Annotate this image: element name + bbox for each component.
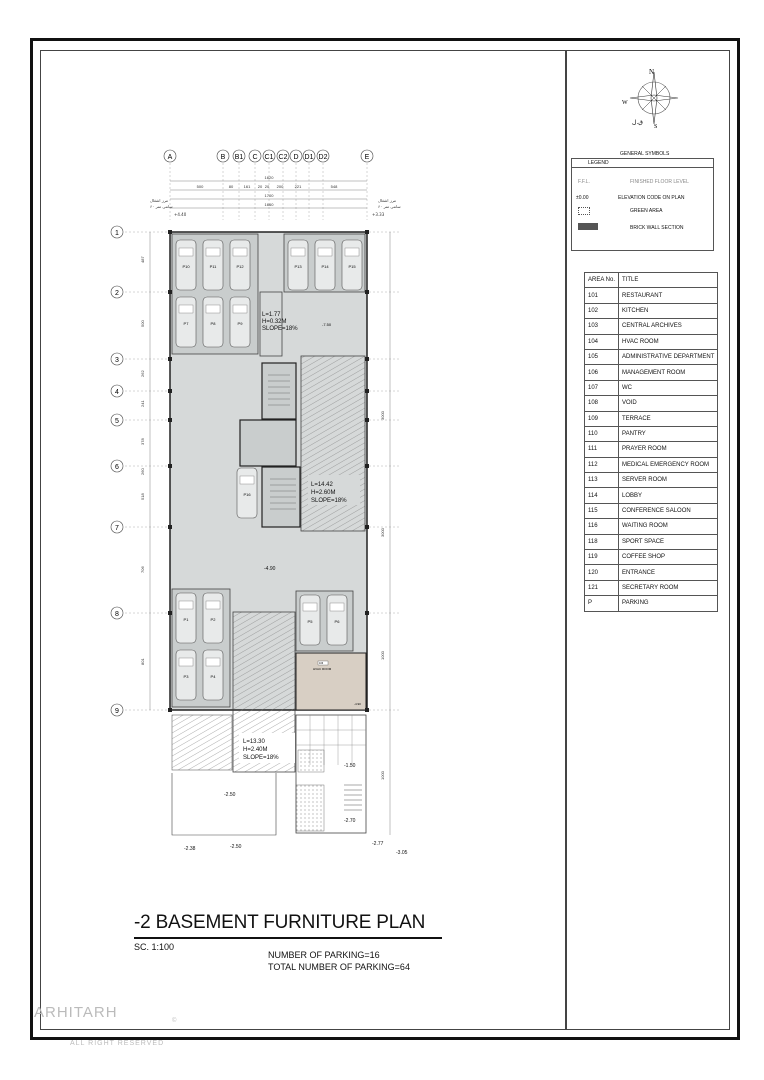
- legend-elev-label: ELEVATION CODE ON PLAN: [618, 195, 685, 201]
- grid-row-8: 8: [115, 611, 119, 618]
- area-title: KITCHEN: [619, 303, 718, 318]
- dim-right-1: 3000: [380, 411, 385, 420]
- car-windshield: [233, 305, 247, 313]
- grid-col-c1: C1: [264, 154, 274, 161]
- parking-space-label: P7: [183, 321, 189, 326]
- ramp-2-height: H=2.60M: [311, 490, 336, 496]
- legend-ffl-label: FINISHED FLOOR LEVEL: [630, 179, 689, 185]
- area-title: ADMINISTRATIVE DEPARTMENT: [619, 349, 718, 364]
- parking-space-label: P12: [236, 264, 244, 269]
- area-code: 111: [585, 442, 619, 457]
- area-title: CENTRAL ARCHIVES: [619, 319, 718, 334]
- car-windshield: [206, 305, 220, 313]
- car-windshield: [291, 248, 305, 256]
- area-title: TERRACE: [619, 411, 718, 426]
- area-title: MANAGEMENT ROOM: [619, 365, 718, 380]
- dim-total-1: 1620: [264, 175, 274, 180]
- parking-space-label: P3: [183, 674, 189, 679]
- table-row: [585, 380, 718, 395]
- note-60cm-right: ۶۰ سانتی متر: [378, 204, 401, 209]
- grid-col-c: C: [252, 154, 258, 161]
- legend-title: LEGEND: [588, 160, 609, 166]
- parking-space-label: P10: [182, 264, 190, 269]
- parking-space-label: P15: [348, 264, 356, 269]
- area-title: PANTRY: [619, 426, 718, 441]
- area-title: COFFEE SHOP: [619, 550, 718, 565]
- car-windshield: [179, 658, 193, 666]
- floor-plan: [100, 145, 420, 865]
- area-title: PRAYER ROOM: [619, 442, 718, 457]
- brick-wall-swatch: [578, 223, 598, 230]
- elev-bottom-right-1: -2.70: [344, 818, 356, 824]
- grid-col-b1: B1: [234, 154, 244, 161]
- note-occupancy-left: مرز اشغال: [150, 198, 169, 203]
- dim-left-4: 241: [140, 400, 145, 407]
- stair-core-upper: [262, 363, 296, 419]
- area-title: WAITING ROOM: [619, 519, 718, 534]
- dim-left-1: 487: [140, 256, 145, 263]
- ramp-1-length: L=1.77: [262, 312, 281, 318]
- dim-total-3: 1660: [264, 202, 274, 207]
- table-row: [585, 596, 718, 611]
- table-row: [585, 396, 718, 411]
- car-windshield: [179, 601, 193, 609]
- dim-seg-8: 548: [330, 184, 338, 189]
- hvac-room-code: 106: [319, 662, 324, 665]
- car-windshield: [303, 603, 317, 611]
- parking-space-label: P1: [183, 617, 189, 622]
- dim-seg-7: 221: [294, 184, 302, 189]
- legend-ffl-symbol: F.F.L.: [578, 179, 590, 185]
- hvac-room-name: HVAC ROOM: [313, 667, 332, 671]
- area-title: SECRETARY ROOM: [619, 580, 718, 595]
- compass-note: ق.ل: [632, 119, 643, 126]
- car-windshield: [233, 248, 247, 256]
- grid-col-d: D: [293, 154, 299, 161]
- legend-green-label: GREEN AREA: [630, 208, 663, 214]
- car-windshield: [206, 601, 220, 609]
- grid-row-3: 3: [115, 357, 119, 364]
- table-row: [585, 411, 718, 426]
- watermark-subtitle: ALL RIGHT RESERVED: [70, 1040, 165, 1047]
- grid-lines-vertical: [170, 163, 367, 220]
- header-title: TITLE: [619, 273, 718, 288]
- area-code: 121: [585, 580, 619, 595]
- ramp-1-height: H=0.32M: [262, 319, 287, 325]
- dim-left-6: 260: [140, 468, 145, 475]
- car-windshield: [206, 658, 220, 666]
- table-row: [585, 457, 718, 472]
- area-title: CONFERENCE SALOON: [619, 503, 718, 518]
- area-title: WC: [619, 380, 718, 395]
- area-code: 109: [585, 411, 619, 426]
- drawing-title: -2 BASEMENT FURNITURE PLAN: [134, 912, 426, 933]
- drawing-scale: SC. 1:100: [134, 942, 175, 952]
- dim-left-9: 801: [140, 658, 145, 665]
- dim-left-2: 500: [140, 320, 145, 327]
- grid-row-9: 9: [115, 708, 119, 715]
- area-code: 108: [585, 396, 619, 411]
- dim-seg-1: 500: [196, 184, 204, 189]
- table-row: [585, 319, 718, 334]
- ramp-1-slope: SLOPE=18%: [262, 326, 298, 332]
- title-underline: [134, 937, 442, 939]
- elev-bottom-right-3: -3.05: [396, 850, 408, 856]
- area-title: VOID: [619, 396, 718, 411]
- dim-right-2: 3000: [380, 528, 385, 537]
- area-title: RESTAURANT: [619, 288, 718, 303]
- table-row: [585, 503, 718, 518]
- table-row: [585, 426, 718, 441]
- car-windshield: [179, 305, 193, 313]
- elev-ramp-top: -7.50: [322, 322, 332, 327]
- grid-col-e: E: [364, 154, 370, 161]
- legend-elev-symbol: ±0.00: [576, 195, 589, 201]
- legend-heading: GENERAL SYMBOLS: [620, 151, 670, 157]
- area-code: 119: [585, 550, 619, 565]
- parking-space-label: P8: [210, 321, 216, 326]
- dim-right-4: 1000: [380, 771, 385, 780]
- parking-total: TOTAL NUMBER OF PARKING=64: [268, 962, 410, 972]
- ramp-2-length: L=14.42: [311, 482, 333, 488]
- area-title: ENTRANCE: [619, 565, 718, 580]
- elev-stair: -1.50: [344, 763, 356, 769]
- parking-space-label: P14: [321, 264, 329, 269]
- area-code: 102: [585, 303, 619, 318]
- dim-seg-5: 20: [264, 184, 270, 189]
- elev-nw: +4.40: [174, 212, 187, 217]
- table-row: [585, 303, 718, 318]
- parking-space-label: P6: [334, 619, 340, 624]
- grid-row-1: 1: [115, 230, 119, 237]
- grid-col-b: B: [220, 154, 226, 161]
- elev-center: -4.90: [264, 566, 276, 572]
- table-row: [585, 288, 718, 303]
- table-row: [585, 365, 718, 380]
- ramp-3-length: L=13.30: [243, 739, 265, 745]
- car-windshield: [179, 248, 193, 256]
- area-title: HVAC ROOM: [619, 334, 718, 349]
- north-arrow-icon: [620, 62, 680, 132]
- area-title: LOBBY: [619, 488, 718, 503]
- dim-left-5: 378: [140, 438, 145, 445]
- elev-bottom-left-2: -2.50: [230, 844, 242, 850]
- area-title: SPORT SPACE: [619, 534, 718, 549]
- dim-right-3: 1000: [380, 651, 385, 660]
- dim-left-3: 262: [140, 370, 145, 377]
- table-row: [585, 550, 718, 565]
- copyright-mark: ©: [172, 1018, 177, 1024]
- dim-seg-3: 161: [243, 184, 251, 189]
- car-windshield: [345, 248, 359, 256]
- compass-n: N: [649, 68, 655, 76]
- grid-row-7: 7: [115, 525, 119, 532]
- area-code: 120: [585, 565, 619, 580]
- parking-count: NUMBER OF PARKING=16: [268, 950, 380, 960]
- grid-col-a: A: [167, 154, 173, 161]
- dim-seg-4: 20: [257, 184, 263, 189]
- compass-w: W: [622, 100, 628, 106]
- elev-bottom-right-2: -2.77: [372, 841, 384, 847]
- area-code: 104: [585, 334, 619, 349]
- table-row: [585, 349, 718, 364]
- grid-row-4: 4: [115, 389, 119, 396]
- parking-space-label: P16: [243, 492, 251, 497]
- area-code: 113: [585, 473, 619, 488]
- grid-row-2: 2: [115, 290, 119, 297]
- compass-s: S: [654, 124, 658, 130]
- table-row: [585, 473, 718, 488]
- header-code: AREA No.: [585, 273, 619, 288]
- parking-space-label: P5: [307, 619, 313, 624]
- car-windshield: [240, 476, 254, 484]
- elev-front: -2.50: [224, 792, 236, 798]
- note-60cm-left: ۶۰ سانتی متر: [150, 204, 173, 209]
- parking-space-label: P9: [237, 321, 243, 326]
- note-occupancy-right: مرز اشغال: [378, 198, 397, 203]
- parking-space-label: P13: [294, 264, 302, 269]
- area-code: 105: [585, 349, 619, 364]
- ramp-3-slope: SLOPE=18%: [243, 755, 279, 761]
- area-table: [584, 272, 718, 612]
- table-row: [585, 442, 718, 457]
- area-code: 116: [585, 519, 619, 534]
- table-row: [585, 334, 718, 349]
- dim-seg-2: 80: [228, 184, 234, 189]
- elev-bottom-left-1: -2.38: [184, 846, 196, 852]
- table-row: [585, 565, 718, 580]
- area-code: 106: [585, 365, 619, 380]
- grid-row-6: 6: [115, 464, 119, 471]
- dim-seg-6: 200: [276, 184, 284, 189]
- grid-col-c2: C2: [278, 154, 288, 161]
- legend-box: [571, 158, 714, 251]
- grid-col-d2: D2: [318, 154, 328, 161]
- area-code: P: [585, 596, 619, 611]
- area-code: 118: [585, 534, 619, 549]
- parking-space-label: P4: [210, 674, 216, 679]
- area-code: 110: [585, 426, 619, 441]
- table-header-row: [585, 273, 718, 288]
- car-windshield: [318, 248, 332, 256]
- parking-space-label: P2: [210, 617, 216, 622]
- dim-left-7: 518: [140, 493, 145, 500]
- area-title: MEDICAL EMERGENCY ROOM: [619, 457, 718, 472]
- elevator-core: [240, 420, 296, 466]
- area-title: SERVER ROOM: [619, 473, 718, 488]
- table-row: [585, 519, 718, 534]
- legend-brick-label: BRICK WALL SECTION: [630, 225, 684, 231]
- parking-space-label: P11: [209, 264, 217, 269]
- table-row: [585, 534, 718, 549]
- area-code: 114: [585, 488, 619, 503]
- green-area-swatch: [578, 207, 590, 215]
- dim-total-2: 1700: [264, 193, 274, 198]
- elev-room: -4.90: [354, 702, 361, 706]
- area-code: 107: [585, 380, 619, 395]
- car-windshield: [206, 248, 220, 256]
- area-code: 101: [585, 288, 619, 303]
- grid-row-5: 5: [115, 418, 119, 425]
- table-row: [585, 488, 718, 503]
- grid-col-d1: D1: [304, 154, 314, 161]
- area-code: 103: [585, 319, 619, 334]
- area-code: 112: [585, 457, 619, 472]
- ramp-3-height: H=2.40M: [243, 747, 268, 753]
- watermark-logo: ARHITARH: [34, 1004, 118, 1021]
- area-title: PARKING: [619, 596, 718, 611]
- table-row: [585, 580, 718, 595]
- car-windshield: [330, 603, 344, 611]
- area-code: 115: [585, 503, 619, 518]
- elev-ne: +3.33: [372, 212, 385, 217]
- ramp-2-slope: SLOPE=18%: [311, 498, 347, 504]
- dim-left-8: 706: [140, 566, 145, 573]
